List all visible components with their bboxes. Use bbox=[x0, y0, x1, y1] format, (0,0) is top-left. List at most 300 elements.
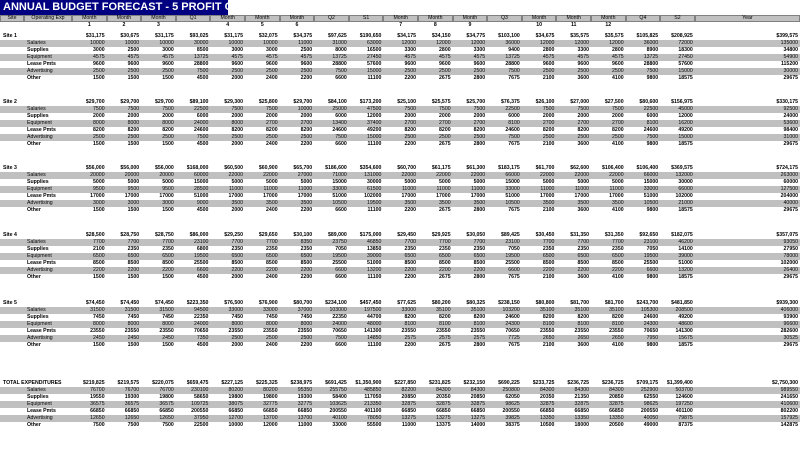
expense-label[interactable]: Advertising bbox=[27, 267, 53, 273]
expense-value[interactable]: 13275 bbox=[401, 415, 416, 421]
total-value[interactable]: $93,025 bbox=[189, 33, 209, 39]
expense-value[interactable]: 7700 bbox=[127, 239, 140, 245]
total-value[interactable]: $89,100 bbox=[189, 99, 209, 105]
expense-label[interactable]: Lease Pmts bbox=[27, 193, 56, 199]
total-value[interactable]: $25,700 bbox=[466, 99, 486, 105]
site-name[interactable]: Site 1 bbox=[3, 33, 17, 39]
expense-value[interactable]: 2200 bbox=[266, 267, 278, 273]
expense-value[interactable]: 8100 bbox=[473, 321, 486, 327]
expense-value[interactable]: 2200 bbox=[300, 267, 313, 273]
expense-value[interactable]: 25500 bbox=[643, 260, 659, 266]
expense-value[interactable]: 10000 bbox=[159, 40, 174, 46]
expense-value[interactable]: 31500 bbox=[90, 307, 105, 313]
expense-value[interactable]: 30000 bbox=[366, 179, 382, 185]
expense-value[interactable]: 2350 bbox=[266, 246, 278, 252]
expense-value[interactable]: 2450 bbox=[127, 335, 140, 341]
expense-value[interactable]: 10000 bbox=[90, 40, 105, 46]
total-value[interactable]: $29,300 bbox=[224, 99, 243, 105]
month-number[interactable] bbox=[626, 22, 661, 29]
expense-value[interactable]: 2500 bbox=[162, 68, 174, 74]
expense-value[interactable]: 4100 bbox=[612, 75, 624, 81]
column-header[interactable]: Month bbox=[522, 15, 557, 22]
expense-value[interactable]: 2400 bbox=[266, 141, 278, 147]
expense-value[interactable]: 7500 bbox=[646, 68, 659, 74]
expense-value[interactable]: 2200 bbox=[162, 267, 174, 273]
expense-value[interactable]: 25500 bbox=[332, 260, 347, 266]
total-value[interactable]: $481,850 bbox=[671, 300, 693, 306]
expense-value[interactable]: 7450 bbox=[93, 314, 105, 320]
total-value[interactable]: $175,000 bbox=[359, 232, 382, 238]
expense-value[interactable]: 51000 bbox=[332, 193, 347, 199]
column-header[interactable]: Month bbox=[72, 15, 107, 22]
expense-value[interactable]: 7050 bbox=[508, 246, 520, 252]
site-name[interactable]: Site 4 bbox=[3, 232, 17, 238]
expense-value[interactable]: 32775 bbox=[263, 401, 278, 407]
expense-value[interactable]: 2800 bbox=[473, 207, 486, 213]
expense-value[interactable]: 8200 bbox=[577, 314, 589, 320]
total-value[interactable]: $76,375 bbox=[501, 99, 520, 105]
total-value[interactable]: $65,700 bbox=[293, 165, 313, 171]
expense-value[interactable]: 2500 bbox=[127, 68, 140, 74]
expense-value[interactable]: 61500 bbox=[366, 186, 382, 192]
total-value[interactable]: $457,450 bbox=[359, 300, 382, 306]
expense-value[interactable]: 6500 bbox=[542, 253, 555, 259]
expense-value[interactable]: 92500 bbox=[783, 106, 798, 112]
expense-value[interactable]: 7500 bbox=[266, 106, 278, 112]
expense-value[interactable]: 49200 bbox=[678, 127, 693, 133]
expense-value[interactable]: 13350 bbox=[609, 415, 624, 421]
total-value[interactable]: $56,000 bbox=[85, 165, 105, 171]
expense-value[interactable]: 24600 bbox=[193, 127, 209, 133]
expense-value[interactable]: 9600 bbox=[404, 61, 416, 67]
expense-value[interactable]: 8000 bbox=[162, 321, 174, 327]
month-number[interactable]: 8 bbox=[433, 22, 437, 28]
expense-value[interactable]: 115200 bbox=[780, 61, 798, 67]
expense-value[interactable]: 6000 bbox=[646, 113, 659, 119]
expense-value[interactable]: 11100 bbox=[367, 75, 382, 81]
expense-value[interactable]: 8000 bbox=[127, 321, 140, 327]
expense-value[interactable]: 401100 bbox=[364, 408, 382, 414]
expense-value[interactable]: 22000 bbox=[539, 172, 555, 178]
expense-value[interactable]: 51000 bbox=[505, 193, 520, 199]
total-value[interactable]: $89,425 bbox=[501, 232, 520, 238]
expense-value[interactable]: 33000 bbox=[401, 307, 416, 313]
expense-value[interactable]: 2800 bbox=[542, 47, 555, 53]
expense-value[interactable]: 2700 bbox=[542, 120, 555, 126]
expense-value[interactable]: 33000 bbox=[332, 422, 347, 428]
expense-value[interactable]: 4100 bbox=[612, 207, 624, 213]
expense-value[interactable]: 2350 bbox=[542, 246, 555, 252]
total-value[interactable]: $238,150 bbox=[498, 300, 520, 306]
expense-value[interactable]: 8000 bbox=[300, 321, 313, 327]
expense-value[interactable]: 98625 bbox=[643, 401, 659, 407]
expense-value[interactable]: 60000 bbox=[783, 179, 798, 185]
expense-value[interactable]: 80200 bbox=[228, 387, 243, 393]
expense-value[interactable]: 4100 bbox=[612, 274, 624, 280]
expense-value[interactable]: 78050 bbox=[366, 415, 382, 421]
total-value[interactable]: $690,225 bbox=[498, 380, 520, 386]
expense-value[interactable]: 38075 bbox=[228, 401, 243, 407]
expense-value[interactable]: 15000 bbox=[643, 179, 659, 185]
expense-value[interactable]: 8200 bbox=[439, 314, 451, 320]
expense-value[interactable]: 2000 bbox=[162, 113, 174, 119]
expense-value[interactable]: 20850 bbox=[609, 394, 624, 400]
expense-value[interactable]: 2200 bbox=[473, 267, 486, 273]
expense-value[interactable]: 28800 bbox=[643, 61, 659, 67]
total-value[interactable]: $223,350 bbox=[186, 300, 209, 306]
total-value[interactable]: $236,725 bbox=[567, 380, 589, 386]
expense-value[interactable]: 46850 bbox=[366, 239, 382, 245]
expense-value[interactable]: 19500 bbox=[643, 253, 659, 259]
expense-value[interactable]: 9600 bbox=[300, 61, 313, 67]
expense-value[interactable]: 8100 bbox=[646, 120, 659, 126]
expense-value[interactable]: 23550 bbox=[124, 328, 140, 334]
expense-value[interactable]: 58400 bbox=[332, 394, 347, 400]
expense-value[interactable]: 32875 bbox=[539, 401, 555, 407]
column-header[interactable]: Month bbox=[245, 15, 280, 22]
expense-value[interactable]: 12700 bbox=[228, 415, 243, 421]
expense-label[interactable]: Supplies bbox=[27, 47, 49, 53]
expense-value[interactable]: 8100 bbox=[439, 321, 451, 327]
expense-value[interactable]: 17000 bbox=[574, 193, 589, 199]
expense-value[interactable]: 22500 bbox=[193, 422, 209, 428]
expense-value[interactable]: 6600 bbox=[508, 267, 520, 273]
expense-value[interactable]: 19550 bbox=[90, 394, 105, 400]
expense-value[interactable]: 4575 bbox=[266, 54, 278, 60]
expense-value[interactable]: 22000 bbox=[228, 172, 243, 178]
expense-value[interactable]: 17000 bbox=[124, 193, 140, 199]
expense-value[interactable]: 23550 bbox=[159, 328, 174, 334]
expense-value[interactable]: 2350 bbox=[231, 246, 243, 252]
expense-value[interactable]: 503700 bbox=[675, 387, 693, 393]
expense-value[interactable]: 9600 bbox=[93, 61, 105, 67]
expense-value[interactable]: 5000 bbox=[266, 179, 278, 185]
total-value[interactable]: $35,575 bbox=[570, 33, 589, 39]
total-value[interactable]: $81,700 bbox=[604, 300, 624, 306]
expense-value[interactable]: 48000 bbox=[366, 321, 382, 327]
expense-value[interactable]: 20850 bbox=[470, 394, 486, 400]
expense-value[interactable]: 7675 bbox=[508, 207, 520, 213]
expense-value[interactable]: 2350 bbox=[127, 246, 140, 252]
expense-value[interactable]: 2000 bbox=[231, 274, 243, 280]
expense-value[interactable]: 58650 bbox=[193, 394, 209, 400]
expense-value[interactable]: 9600 bbox=[266, 61, 278, 67]
expense-value[interactable]: 103625 bbox=[329, 401, 347, 407]
expense-value[interactable]: 30000 bbox=[783, 68, 798, 74]
expense-value[interactable]: 24600 bbox=[505, 314, 520, 320]
expense-value[interactable]: 2200 bbox=[542, 267, 555, 273]
expense-value[interactable]: 51000 bbox=[678, 260, 693, 266]
expense-value[interactable]: 33000 bbox=[505, 186, 520, 192]
expense-value[interactable]: 1500 bbox=[162, 207, 174, 213]
expense-value[interactable]: 5000 bbox=[612, 179, 624, 185]
expense-value[interactable]: 76700 bbox=[90, 387, 105, 393]
expense-value[interactable]: 23550 bbox=[90, 328, 105, 334]
expense-value[interactable]: 16500 bbox=[366, 47, 382, 53]
expense-value[interactable]: 4500 bbox=[196, 141, 209, 147]
expense-value[interactable]: 17000 bbox=[297, 193, 313, 199]
expense-value[interactable]: 8500 bbox=[266, 260, 278, 266]
expense-label[interactable]: Advertising bbox=[27, 200, 53, 206]
expense-value[interactable]: 17000 bbox=[159, 193, 174, 199]
total-value[interactable]: $31,175 bbox=[155, 33, 174, 39]
total-value[interactable]: $60,500 bbox=[224, 165, 243, 171]
expense-value[interactable]: 55500 bbox=[366, 422, 382, 428]
expense-value[interactable]: 12650 bbox=[124, 415, 140, 421]
expense-value[interactable]: 11000 bbox=[298, 186, 313, 192]
month-number[interactable]: 4 bbox=[226, 22, 230, 28]
expense-value[interactable]: 2200 bbox=[404, 141, 416, 147]
total-value[interactable]: $35,575 bbox=[604, 33, 624, 39]
expense-value[interactable]: 2000 bbox=[266, 113, 278, 119]
expense-value[interactable]: 23550 bbox=[609, 328, 624, 334]
expense-value[interactable]: 7500 bbox=[508, 134, 520, 140]
expense-value[interactable]: 131000 bbox=[364, 172, 382, 178]
total-value[interactable]: $103,100 bbox=[498, 33, 520, 39]
expense-value[interactable]: 8000 bbox=[231, 321, 243, 327]
expense-value[interactable]: 84300 bbox=[539, 387, 555, 393]
total-value[interactable]: $56,000 bbox=[155, 165, 174, 171]
expense-value[interactable]: 5000 bbox=[300, 179, 313, 185]
expense-value[interactable]: 37000 bbox=[297, 307, 313, 313]
expense-value[interactable]: 37400 bbox=[366, 120, 382, 126]
expense-value[interactable]: 1500 bbox=[93, 207, 105, 213]
expense-label[interactable]: Lease Pmts bbox=[27, 328, 56, 334]
expense-value[interactable]: 11000 bbox=[401, 186, 416, 192]
expense-value[interactable]: 12650 bbox=[90, 415, 105, 421]
expense-value[interactable]: 3300 bbox=[577, 47, 589, 53]
expense-value[interactable]: 18300 bbox=[678, 47, 693, 53]
expense-value[interactable]: 141300 bbox=[675, 328, 693, 334]
month-number[interactable]: 6 bbox=[295, 22, 299, 28]
expense-value[interactable]: 8500 bbox=[577, 260, 589, 266]
expense-value[interactable]: 66850 bbox=[470, 408, 486, 414]
expense-value[interactable]: 2500 bbox=[473, 134, 486, 140]
expense-value[interactable]: 10500 bbox=[539, 422, 555, 428]
expense-value[interactable]: 1500 bbox=[127, 342, 140, 348]
expense-value[interactable]: 30000 bbox=[678, 179, 693, 185]
total-value[interactable]: $28,750 bbox=[120, 232, 140, 238]
total-value[interactable]: $76,900 bbox=[258, 300, 278, 306]
expense-value[interactable]: 19300 bbox=[124, 394, 140, 400]
expense-value[interactable]: 2500 bbox=[300, 68, 313, 74]
expense-value[interactable]: 12000 bbox=[366, 113, 382, 119]
expense-value[interactable]: 2500 bbox=[542, 134, 555, 140]
expense-label[interactable]: Salaries bbox=[27, 387, 46, 393]
expense-label[interactable]: Other bbox=[27, 422, 41, 428]
total-value[interactable]: $89,000 bbox=[328, 232, 347, 238]
total-value[interactable]: $28,500 bbox=[85, 232, 105, 238]
expense-value[interactable]: 2200 bbox=[300, 141, 313, 147]
expense-value[interactable]: 98400 bbox=[783, 127, 798, 133]
expense-value[interactable]: 29675 bbox=[783, 274, 798, 280]
expense-value[interactable]: 2575 bbox=[473, 335, 486, 341]
expense-value[interactable]: 3000 bbox=[127, 200, 140, 206]
expense-value[interactable]: 8100 bbox=[542, 321, 555, 327]
expense-value[interactable]: 132000 bbox=[675, 172, 693, 178]
expense-value[interactable]: 24300 bbox=[643, 321, 659, 327]
expense-value[interactable]: 7500 bbox=[93, 422, 105, 428]
expense-value[interactable]: 11000 bbox=[436, 186, 451, 192]
expense-value[interactable]: 8000 bbox=[93, 120, 105, 126]
expense-value[interactable]: 54900 bbox=[783, 54, 798, 60]
expense-value[interactable]: 27000 bbox=[297, 172, 313, 178]
expense-value[interactable]: 2650 bbox=[577, 335, 589, 341]
expense-value[interactable]: 6500 bbox=[577, 253, 589, 259]
expense-value[interactable]: 6000 bbox=[335, 113, 347, 119]
total-value[interactable]: $227,125 bbox=[221, 380, 243, 386]
expense-value[interactable]: 24300 bbox=[505, 321, 520, 327]
expense-value[interactable]: 8000 bbox=[231, 120, 243, 126]
total-value[interactable]: $61,175 bbox=[431, 165, 451, 171]
expense-value[interactable]: 95350 bbox=[297, 387, 313, 393]
expense-value[interactable]: 40000 bbox=[783, 200, 798, 206]
expense-value[interactable]: 29675 bbox=[783, 207, 798, 213]
expense-value[interactable]: 11000 bbox=[609, 186, 624, 192]
expense-value[interactable]: 37950 bbox=[193, 415, 209, 421]
expense-value[interactable]: 27950 bbox=[783, 246, 798, 252]
expense-value[interactable]: 6600 bbox=[335, 342, 347, 348]
expense-value[interactable]: 36575 bbox=[124, 401, 140, 407]
expense-value[interactable]: 10500 bbox=[332, 200, 347, 206]
expense-value[interactable]: 4575 bbox=[127, 54, 140, 60]
expense-value[interactable]: 2450 bbox=[93, 335, 105, 341]
expense-value[interactable]: 6600 bbox=[335, 75, 347, 81]
column-header[interactable]: Month bbox=[383, 15, 418, 22]
expense-value[interactable]: 8200 bbox=[162, 127, 174, 133]
expense-value[interactable]: 1500 bbox=[93, 141, 105, 147]
column-header[interactable]: Q1 bbox=[176, 15, 211, 22]
expense-value[interactable]: 7700 bbox=[473, 239, 486, 245]
expense-value[interactable]: 13725 bbox=[505, 54, 520, 60]
expense-label[interactable]: Equipment bbox=[27, 120, 52, 126]
expense-value[interactable]: 22500 bbox=[643, 106, 659, 112]
expense-value[interactable]: 96600 bbox=[783, 321, 798, 327]
expense-value[interactable]: 15000 bbox=[366, 68, 382, 74]
expense-value[interactable]: 23750 bbox=[332, 239, 347, 245]
expense-value[interactable]: 2000 bbox=[127, 113, 140, 119]
site-name[interactable]: TOTAL EXPENDITURES bbox=[3, 380, 62, 386]
expense-value[interactable]: 12000 bbox=[678, 113, 693, 119]
column-header[interactable]: Q4 bbox=[626, 15, 661, 22]
total-value[interactable]: $354,600 bbox=[359, 165, 382, 171]
total-value[interactable]: $31,175 bbox=[224, 33, 243, 39]
expense-value[interactable]: 2500 bbox=[300, 335, 313, 341]
expense-value[interactable]: 11000 bbox=[574, 186, 589, 192]
month-number[interactable] bbox=[176, 22, 211, 29]
expense-value[interactable]: 1500 bbox=[127, 274, 140, 280]
expense-value[interactable]: 6600 bbox=[335, 267, 347, 273]
site-name[interactable]: Site 2 bbox=[3, 99, 17, 105]
expense-value[interactable]: 23100 bbox=[505, 239, 520, 245]
expense-value[interactable]: 2000 bbox=[473, 113, 486, 119]
expense-value[interactable]: 6500 bbox=[231, 253, 243, 259]
expense-value[interactable]: 13200 bbox=[366, 267, 382, 273]
month-number[interactable]: 5 bbox=[260, 22, 264, 28]
expense-value[interactable]: 32875 bbox=[574, 401, 589, 407]
expense-value[interactable]: 70650 bbox=[505, 328, 520, 334]
expense-value[interactable]: 2675 bbox=[439, 342, 451, 348]
expense-value[interactable]: 4500 bbox=[196, 75, 209, 81]
expense-value[interactable]: 4575 bbox=[162, 54, 174, 60]
expense-value[interactable]: 66850 bbox=[436, 408, 451, 414]
expense-value[interactable]: 31000 bbox=[783, 134, 798, 140]
expense-value[interactable]: 2100 bbox=[542, 141, 555, 147]
expense-label[interactable]: Supplies bbox=[27, 394, 49, 400]
expense-value[interactable]: 66850 bbox=[228, 408, 243, 414]
expense-value[interactable]: 15000 bbox=[366, 134, 382, 140]
expense-value[interactable]: 2200 bbox=[93, 267, 105, 273]
expense-value[interactable]: 31500 bbox=[159, 307, 174, 313]
expense-label[interactable]: Equipment bbox=[27, 253, 52, 259]
expense-value[interactable]: 12000 bbox=[436, 40, 451, 46]
expense-value[interactable]: 2200 bbox=[612, 267, 624, 273]
column-header[interactable]: Month bbox=[280, 15, 315, 22]
expense-value[interactable]: 9500 bbox=[127, 186, 140, 192]
expense-value[interactable]: 12000 bbox=[470, 40, 486, 46]
expense-value[interactable]: 8500 bbox=[542, 260, 555, 266]
expense-value[interactable]: 28800 bbox=[505, 61, 520, 67]
expense-value[interactable]: 22500 bbox=[193, 106, 209, 112]
expense-value[interactable]: 2400 bbox=[266, 207, 278, 213]
expense-value[interactable]: 8000 bbox=[127, 120, 140, 126]
expense-value[interactable]: 20000 bbox=[159, 172, 174, 178]
expense-value[interactable]: 5000 bbox=[542, 179, 555, 185]
expense-value[interactable]: 7675 bbox=[508, 274, 520, 280]
expense-value[interactable]: 2800 bbox=[439, 47, 451, 53]
expense-label[interactable]: Salaries bbox=[27, 172, 46, 178]
expense-value[interactable]: 2500 bbox=[404, 134, 416, 140]
expense-value[interactable]: 11000 bbox=[263, 186, 278, 192]
expense-value[interactable]: 11100 bbox=[367, 342, 382, 348]
expense-value[interactable]: 8500 bbox=[162, 260, 174, 266]
expense-value[interactable]: 6000 bbox=[508, 113, 520, 119]
expense-value[interactable]: 79875 bbox=[678, 415, 693, 421]
expense-value[interactable]: 2575 bbox=[439, 335, 451, 341]
expense-value[interactable]: 9800 bbox=[646, 141, 659, 147]
total-value[interactable]: $25,575 bbox=[431, 99, 451, 105]
total-value[interactable]: $62,600 bbox=[570, 165, 589, 171]
expense-value[interactable]: 6800 bbox=[196, 246, 209, 252]
expense-value[interactable]: 5000 bbox=[404, 179, 416, 185]
expense-value[interactable]: 9400 bbox=[508, 47, 520, 53]
expense-value[interactable]: 44700 bbox=[366, 314, 382, 320]
expense-value[interactable]: 11000 bbox=[471, 186, 486, 192]
expense-value[interactable]: 27450 bbox=[678, 54, 693, 60]
expense-value[interactable]: 485850 bbox=[364, 387, 382, 393]
expense-value[interactable]: 2200 bbox=[231, 267, 243, 273]
expense-value[interactable]: 4575 bbox=[93, 54, 105, 60]
expense-value[interactable]: 2400 bbox=[266, 342, 278, 348]
expense-value[interactable]: 7500 bbox=[162, 106, 174, 112]
expense-value[interactable]: 12650 bbox=[159, 415, 174, 421]
expense-value[interactable]: 4575 bbox=[439, 54, 451, 60]
expense-value[interactable]: 82200 bbox=[401, 387, 416, 393]
total-value[interactable]: $29,650 bbox=[258, 232, 278, 238]
expense-value[interactable]: 6600 bbox=[335, 274, 347, 280]
expense-value[interactable]: 60000 bbox=[193, 172, 209, 178]
total-value[interactable]: $25,100 bbox=[397, 99, 416, 105]
expense-value[interactable]: 3000 bbox=[162, 200, 174, 206]
expense-value[interactable]: 105300 bbox=[640, 307, 659, 313]
expense-value[interactable]: 36000 bbox=[505, 40, 520, 46]
expense-value[interactable]: 24600 bbox=[643, 127, 659, 133]
expense-value[interactable]: 49200 bbox=[678, 314, 693, 320]
total-value[interactable]: $219,575 bbox=[117, 380, 140, 386]
expense-value[interactable]: 6600 bbox=[335, 141, 347, 147]
total-value[interactable]: $232,150 bbox=[463, 380, 486, 386]
expense-value[interactable]: 84300 bbox=[470, 387, 486, 393]
